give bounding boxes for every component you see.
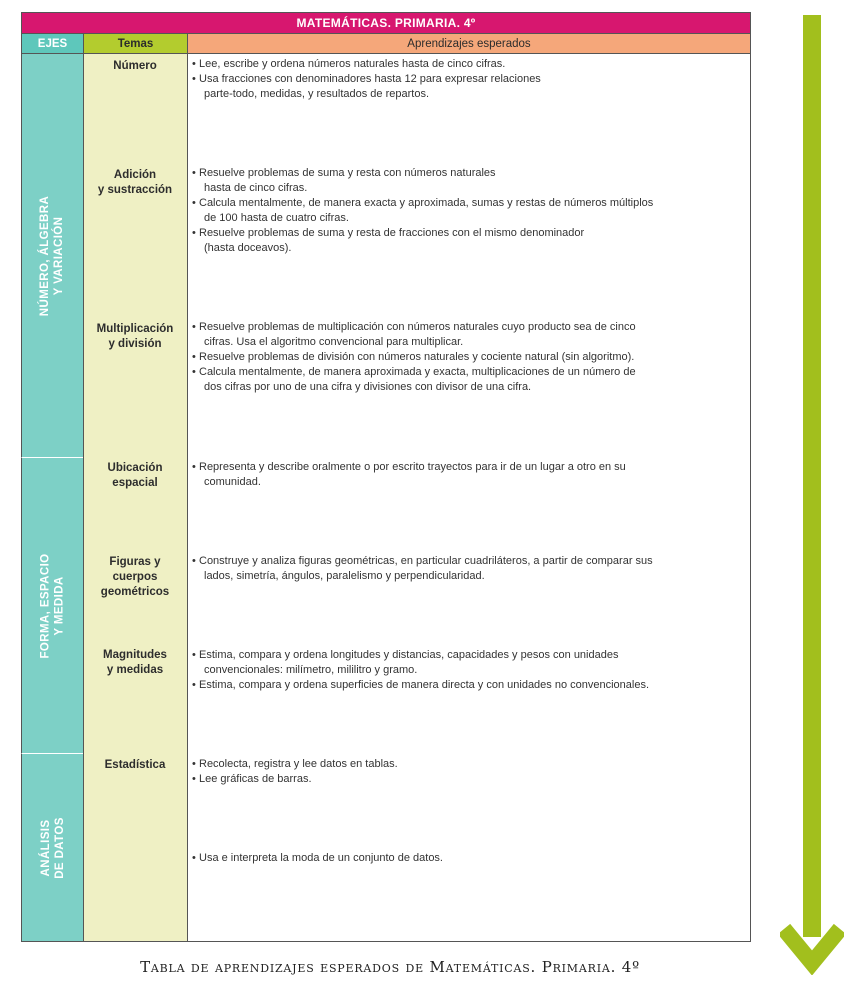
- tema-line: Número: [113, 60, 157, 72]
- item-line: Representa y describe oralmente o por escrito trayectos para ir de un lugar a otro en su: [199, 461, 626, 473]
- list-item: [192, 757, 742, 772]
- bullet-icon: •: [192, 227, 196, 239]
- item-line: convencionales: milímetro, mililitro y gramo.: [204, 664, 418, 676]
- list-item: [192, 554, 742, 584]
- aprendizajes-cell: [187, 54, 751, 164]
- bullet-icon: •: [192, 555, 196, 567]
- bullet-icon: •: [192, 366, 196, 378]
- list-item: [192, 460, 742, 490]
- list-item: [192, 350, 742, 365]
- item-line: Usa e interpreta la moda de un conjunto de datos.: [199, 852, 443, 864]
- item-line: Usa fracciones con denominadores hasta 12 para expresar relaciones: [199, 73, 541, 85]
- tema-line: Figuras y: [109, 556, 161, 568]
- tema-line: Magnitudes: [103, 649, 167, 661]
- list-item: [192, 772, 742, 787]
- item-line: lados, simetría, ángulos, paralelismo y perpendicularidad.: [204, 570, 485, 582]
- header-ejes: EJES: [21, 34, 83, 54]
- axis-forma-espacio: [21, 458, 83, 754]
- table-title: MATEMÁTICAS. PRIMARIA. 4º: [21, 12, 751, 34]
- item-line: Resuelve problemas de suma y resta con números naturales: [199, 167, 496, 179]
- tema-numero: [83, 54, 187, 74]
- item-line: Resuelve problemas de suma y resta de fracciones con el mismo denominador: [199, 227, 585, 239]
- axis-label: [39, 553, 67, 658]
- aprendizajes-cell: [187, 848, 751, 942]
- axis-line: DE DATOS: [53, 816, 66, 879]
- tema-line: y medidas: [106, 664, 164, 676]
- bullet-icon: •: [192, 58, 196, 70]
- list-item: [192, 851, 742, 866]
- axis-line: FORMA, ESPACIO: [39, 552, 52, 659]
- tema-line: espacial: [112, 477, 158, 489]
- header-temas: Temas: [83, 34, 187, 54]
- header-aprendizajes: Aprendizajes esperados: [187, 34, 751, 54]
- axis-analisis-datos: [21, 754, 83, 941]
- bullet-icon: •: [192, 73, 196, 85]
- axis-numero-algebra: [21, 54, 83, 458]
- list-item: [192, 678, 742, 693]
- list-item: [192, 648, 742, 678]
- tema-ubicacion: [83, 456, 187, 491]
- item-line: de 100 hasta de cuatro cifras.: [204, 212, 349, 224]
- bullet-icon: •: [192, 852, 196, 864]
- item-line: Estima, compara y ordena superficies de manera directa y con unidades no convencionales.: [199, 679, 650, 691]
- item-line: (hasta doceavos).: [204, 242, 292, 254]
- list-item: [192, 226, 742, 256]
- list-item: [192, 166, 742, 196]
- item-line: Construye y analiza figuras geométricas, en particular cuadriláteros, a partir de comparar sus: [199, 555, 653, 567]
- axis-line: ANÁLISIS: [39, 819, 52, 876]
- aprendizajes-cell: [187, 317, 751, 458]
- item-line: Calcula mentalmente, de manera exacta y aproximada, sumas y restas de números múltiplos: [199, 197, 654, 209]
- item-line: Estima, compara y ordena longitudes y distancias, capacidades y pesos con unidades: [199, 649, 619, 661]
- list-item: [192, 320, 742, 350]
- list-item: [192, 365, 742, 395]
- axis-line: NÚMERO, ÁLGEBRA: [39, 195, 52, 316]
- tema-line: Estadística: [104, 759, 166, 771]
- item-line: parte-todo, medidas, y resultados de repartos.: [204, 88, 430, 100]
- tema-multiplicacion: [83, 317, 187, 352]
- tema-line: Multiplicación: [96, 323, 174, 335]
- tema-estadistica: [83, 753, 187, 773]
- list-item: [192, 57, 742, 72]
- tema-magnitudes: [83, 643, 187, 678]
- aprendizajes-cell: [187, 551, 751, 646]
- axis-line: Y MEDIDA: [53, 575, 66, 636]
- bullet-icon: •: [192, 758, 196, 770]
- item-line: Lee, escribe y ordena números naturales hasta de cinco cifras.: [199, 58, 506, 70]
- bullet-icon: •: [192, 649, 196, 661]
- axis-label: [39, 817, 67, 879]
- bullet-icon: •: [192, 773, 196, 785]
- tema-line: y división: [108, 338, 162, 350]
- aprendizajes-cell: [187, 457, 751, 552]
- bullet-icon: •: [192, 321, 196, 333]
- tema-line: geométricos: [100, 586, 170, 598]
- item-line: Resuelve problemas de división con números naturales y cociente natural (sin algoritmo).: [199, 351, 635, 363]
- list-item: [192, 196, 742, 226]
- list-item: [192, 72, 742, 102]
- bullet-icon: •: [192, 351, 196, 363]
- bullet-icon: •: [192, 167, 196, 179]
- item-line: dos cifras por uno de una cifra y divisiones con divisor de una cifra.: [204, 381, 532, 393]
- tema-adicion: [83, 163, 187, 198]
- bullet-icon: •: [192, 197, 196, 209]
- bullet-icon: •: [192, 461, 196, 473]
- bullet-icon: •: [192, 679, 196, 691]
- item-line: cifras. Usa el algoritmo convencional para multiplicar.: [204, 336, 464, 348]
- item-line: Calcula mentalmente, de manera aproximada y exacta, multiplicaciones de un número de: [199, 366, 636, 378]
- axis-label: [39, 195, 67, 315]
- aprendizajes-cell: [187, 163, 751, 318]
- tema-line: Ubicación: [107, 462, 163, 474]
- item-line: hasta de cinco cifras.: [204, 182, 308, 194]
- tema-line: y sustracción: [97, 184, 173, 196]
- item-line: comunidad.: [204, 476, 261, 488]
- down-arrow-icon: [780, 923, 844, 975]
- item-line: Recolecta, registra y lee datos en tablas.: [199, 758, 398, 770]
- axis-line: Y VARIACIÓN: [53, 216, 66, 295]
- item-line: Lee gráficas de barras.: [199, 773, 312, 785]
- progress-arrow-shaft: [803, 15, 821, 937]
- tema-figuras: [83, 550, 187, 600]
- aprendizajes-cell: [187, 754, 751, 849]
- tema-line: cuerpos: [112, 571, 158, 583]
- aprendizajes-cell: [187, 645, 751, 755]
- item-line: Resuelve problemas de multiplicación con números naturales cuyo producto sea de cinco: [199, 321, 636, 333]
- table-caption: Tabla de aprendizajes esperados de Matemáticas. Primaria. 4º: [140, 958, 640, 976]
- tema-line: Adición: [113, 169, 157, 181]
